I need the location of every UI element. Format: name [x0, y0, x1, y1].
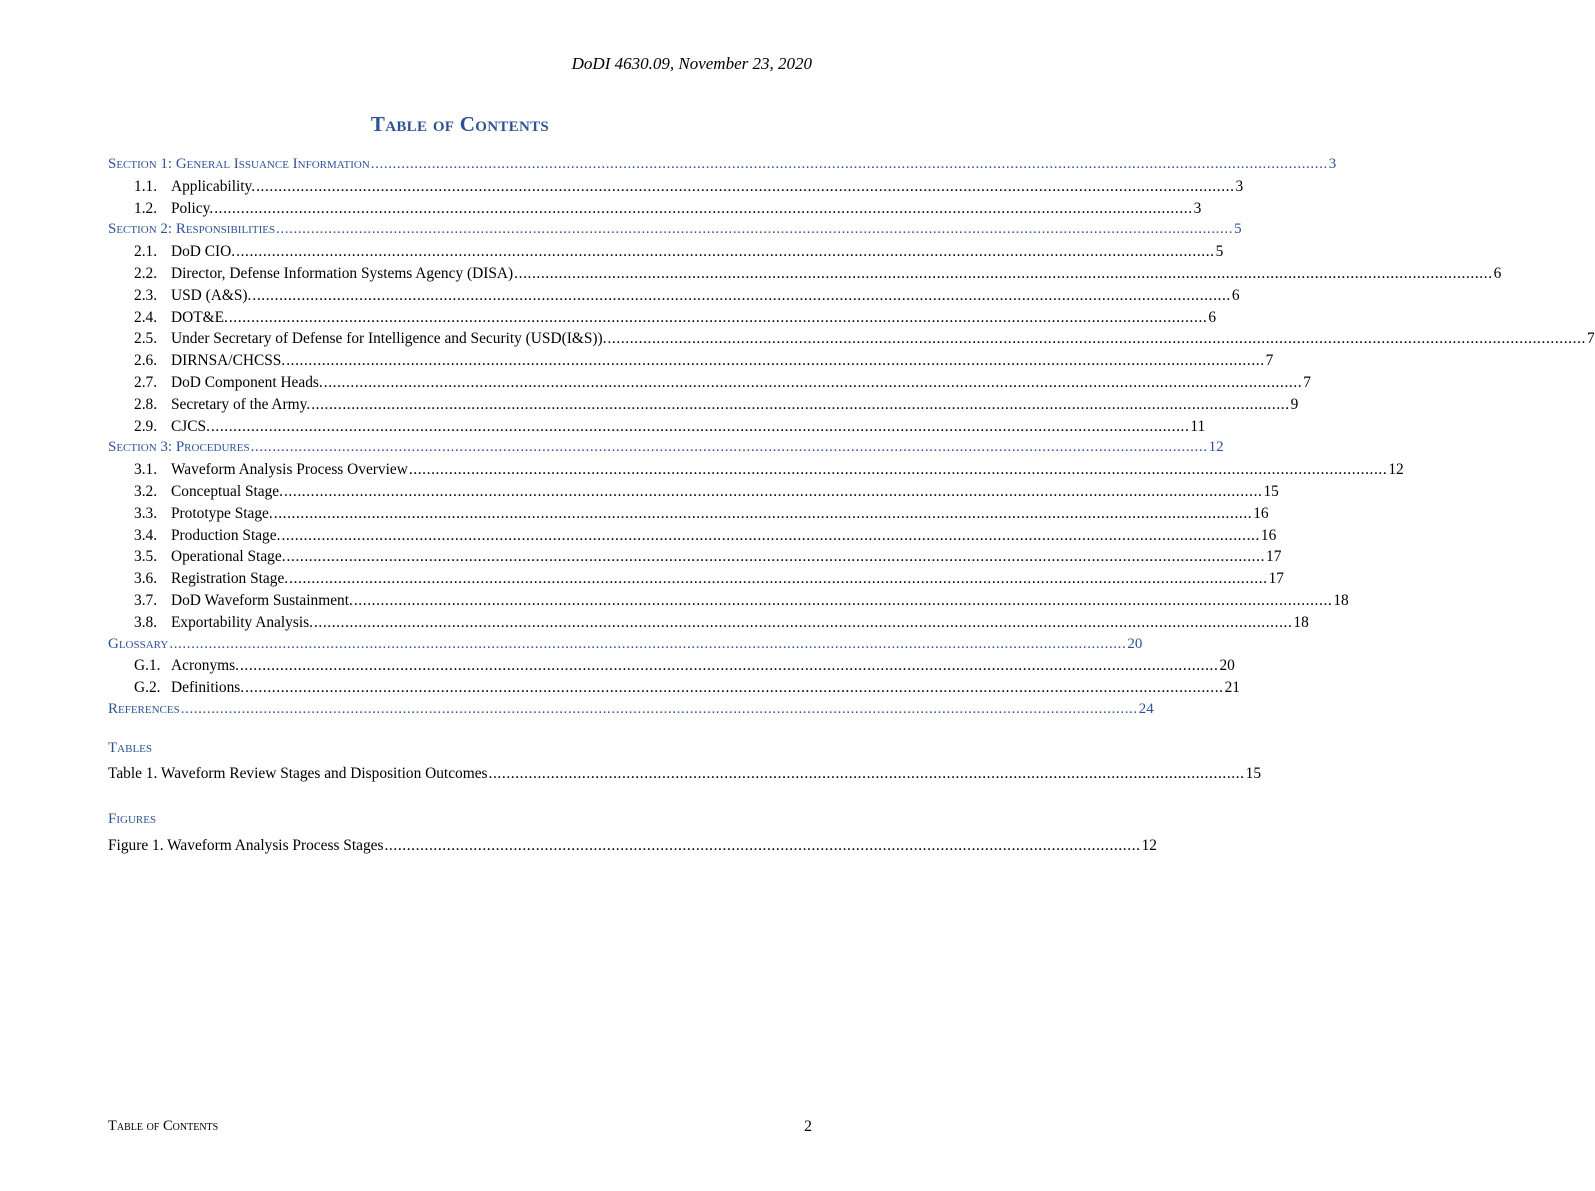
toc-section-entry[interactable] — [108, 635, 1143, 658]
dot-leader: ............................................................................................................................................................................................................................ — [311, 395, 1290, 413]
dot-leader: ............................................................................................................................................................................................................................ — [228, 308, 1208, 326]
dot-leader: ............................................................................................................................................................................................................................ — [607, 330, 1586, 348]
toc-entry-number: 2.6. — [134, 352, 158, 370]
dot-leader: ............................................................................................................................................................................................................................ — [236, 243, 1215, 261]
toc-entry-label — [134, 657, 239, 675]
toc-entry-number: 3.6. — [134, 570, 158, 588]
toc-entry-text: Secretary of the Army. — [171, 395, 311, 413]
toc-entry-label: Glossary — [108, 635, 169, 652]
toc-entry-label — [134, 178, 255, 196]
dot-leader: ............................................................................................................................................................................................................................ — [273, 504, 1253, 522]
toc-entry-label — [134, 374, 323, 392]
toc-entry-label — [134, 483, 283, 501]
dot-leader: ............................................................................................................................................................................................................................ — [353, 591, 1333, 609]
dot-leader: ............................................................................................................................................................................................................................ — [313, 613, 1293, 631]
toc-entry-page: 12 — [1141, 837, 1157, 854]
toc-entry-label — [134, 592, 353, 610]
toc-entry-text: Under Secretary of Defense for Intelligence and Security (USD(I&S)). — [171, 330, 607, 348]
toc-entry-number: 3.3. — [134, 504, 158, 522]
toc-entry-number: 3.5. — [134, 548, 158, 566]
toc-subsection-entry[interactable] — [108, 657, 1235, 679]
toc-subsection-entry[interactable] — [108, 177, 1244, 200]
dot-leader: .......................................................................................................................................................................... — [384, 837, 1141, 854]
toc-entry-text: Prototype Stage. — [171, 504, 273, 522]
toc-entry-label — [134, 396, 310, 414]
dot-leader: ............................................................................................................................................................................................................................ — [180, 700, 1138, 717]
toc-subsection-entry[interactable] — [108, 679, 1240, 701]
toc-entry-number: 2.1. — [134, 243, 158, 261]
toc-entry-number: G.1. — [134, 657, 161, 675]
toc-entry-text: DIRNSA/CHCSS. — [171, 352, 286, 370]
toc-entry-number: 3.4. — [134, 526, 158, 544]
dot-leader: ............................................................................................................................................................................................................................ — [286, 548, 1266, 566]
toc-entry-page: 16 — [1253, 504, 1269, 522]
dot-leader: ............................................................................................................................................................................................................................ — [408, 461, 1388, 479]
toc-entry-text: Waveform Analysis Process Overview — [171, 461, 408, 479]
toc-subsection-entry[interactable] — [108, 243, 1224, 265]
dot-leader: ............................................................................................................................................................................................................................ — [281, 526, 1260, 544]
toc-entry-text: Production Stage. — [171, 526, 281, 544]
toc-entry-label — [134, 527, 280, 545]
toc-entry-text: Director, Defense Information Systems Agency (DISA) — [171, 264, 514, 282]
toc-entry-label: Section 2: Responsibilities — [108, 221, 276, 238]
toc-subsection-entry[interactable] — [108, 613, 1309, 636]
dot-leader: ............................................................................................................................................................................................................................ — [169, 635, 1127, 652]
toc-subsection-entry[interactable] — [108, 482, 1279, 505]
dot-leader: ............................................................................................................................................................................................................................ — [323, 373, 1303, 391]
toc-entry-page: 6 — [1493, 264, 1502, 282]
toc-entry-text: Applicability. — [171, 177, 256, 195]
toc-entry-page: 18 — [1333, 591, 1349, 609]
toc-entry-page: 6 — [1208, 308, 1217, 326]
toc-entry-page: 3 — [1193, 199, 1202, 217]
toc-entry-page: 6 — [1231, 286, 1240, 304]
toc-entry-page: 3 — [1328, 156, 1337, 172]
toc-entry-number: 1.1. — [134, 177, 158, 195]
toc-entry-label: References — [108, 700, 180, 717]
dot-leader: ............................................................................................................................................................................................................................ — [214, 199, 1193, 217]
toc-entry-label — [134, 679, 244, 697]
toc-entry-number: 3.1. — [134, 461, 158, 479]
toc-entry-text: Policy. — [171, 199, 214, 217]
toc-entry-number: 2.7. — [134, 373, 158, 391]
toc-entry-page: 12 — [1208, 439, 1224, 456]
toc-entry-number: 2.8. — [134, 395, 158, 413]
toc-subsection-entry[interactable] — [108, 548, 1282, 570]
dot-leader: ............................................................................................................................................................................................................................ — [245, 679, 1224, 697]
toc-entry-label — [134, 330, 606, 348]
toc-entry-page: 15 — [1263, 482, 1279, 500]
dot-leader: ............................................................................................................................................................................................................................ — [252, 286, 1231, 304]
toc-entry-page: 7 — [1586, 330, 1595, 348]
tables-heading: Tables — [108, 740, 152, 756]
toc-entry-page: 24 — [1138, 700, 1154, 717]
toc-subsection-entry[interactable] — [108, 417, 1206, 440]
toc-entry-label — [134, 461, 408, 479]
toc-entry-text: CJCS. — [171, 417, 210, 435]
toc-entry-number: 2.5. — [134, 330, 158, 348]
toc-entry-label — [134, 505, 273, 523]
toc-entry-label — [134, 570, 288, 588]
toc-entry-text: Acronyms. — [171, 657, 239, 675]
dot-leader: ............................................................................................................................................................................................................................ — [289, 570, 1268, 588]
toc-section-entry[interactable] — [108, 156, 1337, 178]
toc-entry-page: 5 — [1234, 221, 1242, 238]
toc-entry-page: 17 — [1266, 548, 1282, 566]
toc-entry-text: Conceptual Stage. — [171, 482, 283, 500]
toc-entry-page: 12 — [1388, 461, 1404, 479]
toc-entry-text: Operational Stage. — [171, 548, 286, 566]
dot-leader: ............................................................................................................................................................................................................................ — [210, 417, 1190, 435]
toc-section-entry[interactable] — [108, 439, 1224, 461]
toc-entry-label — [134, 287, 251, 305]
toc-entry-number: 3.2. — [134, 482, 158, 500]
toc-entry-label — [134, 352, 285, 370]
dot-leader: ............................................................................................................................................................................................................................ — [239, 657, 1219, 675]
toc-entry-page: 18 — [1293, 613, 1309, 631]
toc-entry-label: Section 3: Procedures — [108, 439, 250, 456]
toc-entry-page: 3 — [1235, 177, 1244, 195]
toc-entry-number: 2.4. — [134, 308, 158, 326]
toc-entry-label: Section 1: General Issuance Information — [108, 156, 370, 172]
figures-heading: Figures — [108, 811, 157, 827]
toc-entry-page: 16 — [1260, 526, 1277, 544]
dot-leader: ............................................................................................................................................................................................................................ — [370, 156, 1328, 172]
toc-subsection-entry[interactable] — [108, 570, 1284, 592]
toc-entry-page: 17 — [1268, 570, 1284, 588]
toc-subsection-entry[interactable] — [108, 395, 1299, 418]
toc-subsection-entry[interactable] — [108, 352, 1274, 374]
dot-leader: ............................................................................................................................................................................................................................ — [286, 352, 1265, 370]
toc-entry-page: 20 — [1219, 657, 1235, 675]
dot-leader: .......................................................................................................................................................................... — [488, 765, 1245, 782]
toc-entry-text: Registration Stage. — [171, 570, 289, 588]
toc-entry-label — [134, 200, 213, 218]
toc-entry-number: 2.3. — [134, 286, 158, 304]
toc-subsection-entry[interactable] — [108, 199, 1202, 222]
toc-entry-text: DoD Component Heads. — [171, 373, 323, 391]
toc-subsection-entry[interactable] — [108, 373, 1311, 396]
page-title: Table of Contents — [370, 112, 550, 136]
footer-section-title: Table of Contents — [108, 1118, 219, 1134]
dot-leader: ............................................................................................................................................................................................................................ — [276, 221, 1234, 238]
toc-subsection-entry[interactable] — [108, 591, 1349, 614]
toc-entry-page: 11 — [1190, 417, 1206, 435]
toc-subsection-entry[interactable] — [108, 461, 1404, 483]
toc-entry-label — [134, 418, 210, 436]
dot-leader: ............................................................................................................................................................................................................................ — [250, 439, 1208, 456]
table-of-contents — [108, 156, 1595, 723]
toc-entry-page: 15 — [1245, 765, 1262, 782]
toc-entry-number: 3.8. — [134, 613, 158, 631]
toc-entry-number: G.2. — [134, 679, 161, 697]
toc-entry-page: 7 — [1303, 373, 1311, 391]
toc-entry-table-1[interactable] — [108, 765, 1262, 787]
toc-entry-label: Figure 1. Waveform Analysis Process Stages — [108, 837, 384, 854]
toc-subsection-entry[interactable] — [108, 526, 1277, 549]
toc-entry-text: USD (A&S). — [171, 286, 252, 304]
dot-leader: ............................................................................................................................................................................................................................ — [514, 264, 1493, 282]
toc-entry-label — [134, 309, 228, 327]
toc-entry-text: DOT&E. — [171, 308, 228, 326]
dot-leader: ............................................................................................................................................................................................................................ — [283, 482, 1263, 500]
toc-entry-page: 9 — [1290, 395, 1299, 413]
toc-entry-number: 2.2. — [134, 264, 158, 282]
toc-section-entry[interactable] — [108, 700, 1154, 723]
dot-leader: ............................................................................................................................................................................................................................ — [256, 177, 1235, 195]
toc-entry-page: 7 — [1265, 352, 1274, 370]
toc-entry-figure-1[interactable] — [108, 837, 1157, 859]
toc-entry-page: 5 — [1215, 243, 1224, 261]
toc-entry-label: Table 1. Waveform Review Stages and Disposition Outcomes — [108, 765, 488, 782]
toc-entry-text: DoD Waveform Sustainment. — [171, 591, 353, 609]
toc-subsection-entry[interactable] — [108, 504, 1269, 527]
toc-entry-page: 21 — [1224, 679, 1240, 697]
toc-entry-number: 1.2. — [134, 199, 158, 217]
toc-entry-label — [134, 243, 235, 261]
page-number: 2 — [804, 1118, 812, 1135]
toc-subsection-entry[interactable] — [108, 264, 1502, 287]
toc-entry-page: 20 — [1127, 635, 1143, 652]
toc-entry-label — [134, 614, 313, 632]
toc-entry-number: 3.7. — [134, 591, 158, 609]
toc-entry-label — [134, 265, 513, 283]
toc-entry-text: DoD CIO. — [171, 243, 236, 261]
toc-section-entry[interactable] — [108, 221, 1242, 243]
toc-entry-number: 2.9. — [134, 417, 158, 435]
toc-subsection-entry[interactable] — [108, 286, 1240, 309]
toc-subsection-entry[interactable] — [108, 330, 1595, 352]
running-header: DoDI 4630.09, November 23, 2020 — [571, 54, 812, 73]
toc-entry-label — [134, 548, 286, 566]
toc-entry-text: Exportability Analysis. — [171, 613, 313, 631]
toc-entry-text: Definitions. — [171, 679, 245, 697]
toc-subsection-entry[interactable] — [108, 308, 1217, 331]
